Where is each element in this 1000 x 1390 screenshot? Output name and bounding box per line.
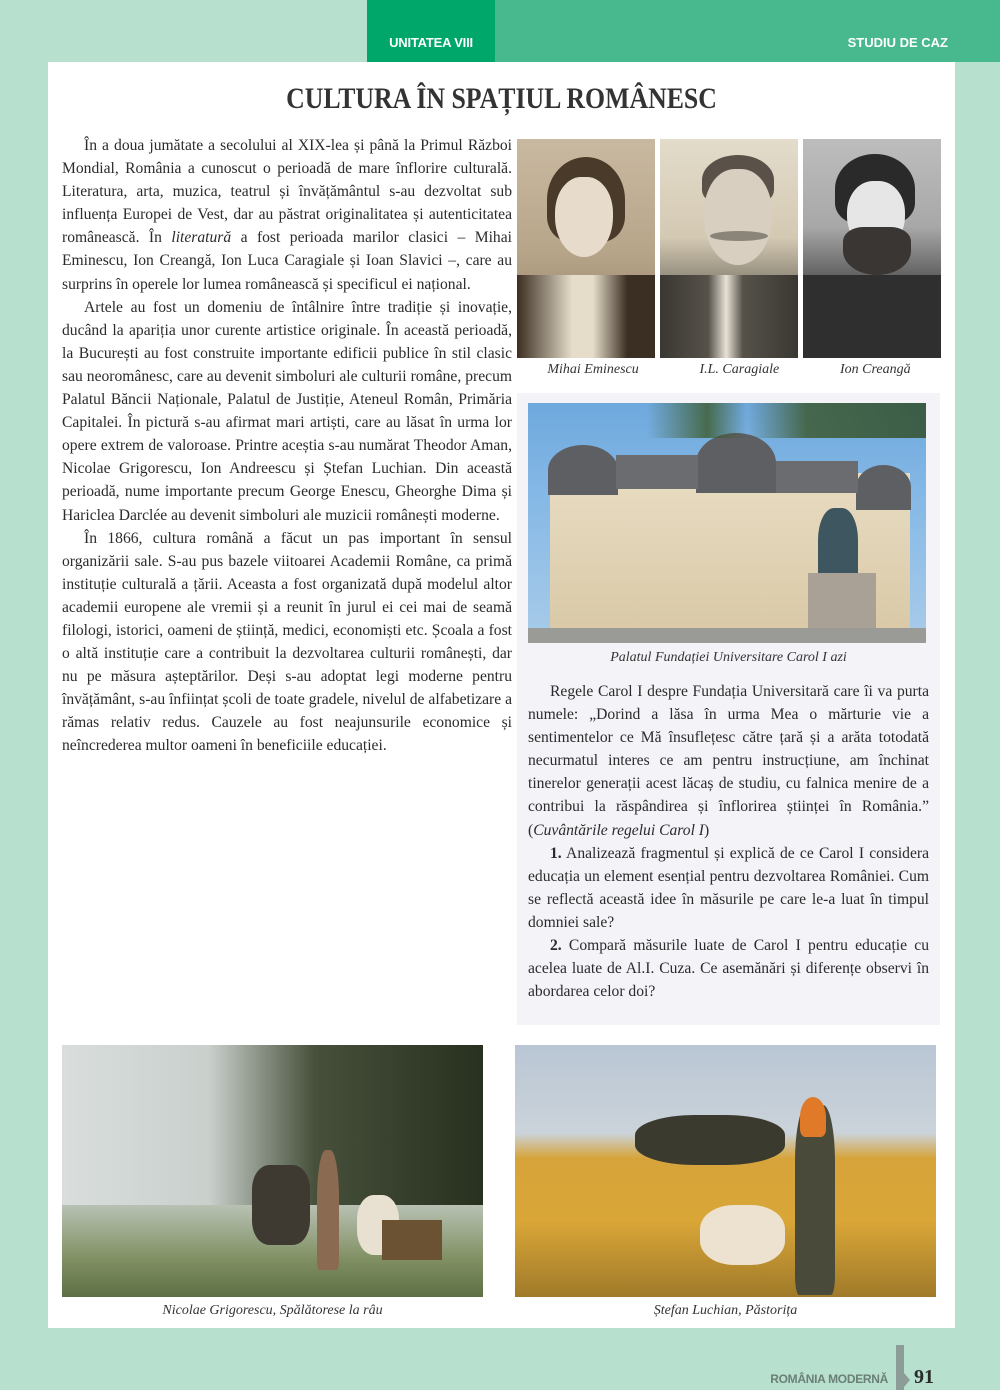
portrait-eminescu-image (517, 139, 655, 358)
footer-divider (896, 1345, 904, 1390)
portrait-caption: Ion Creangă (839, 362, 911, 377)
arrow-right-icon (904, 1373, 910, 1387)
main-text (62, 134, 512, 758)
question-1 (528, 842, 929, 934)
page-number: 91 (914, 1366, 934, 1388)
paragraph-arts: Artele au fost un domeniu de întâlnire între tradiție și inovație, ducând la apariția unor curente artistice originale. În această perioadă, la București au fost construite importante edificii publice în stil clasic sau neoromânesc, care au devenit simboluri ale culturii române, precum Palatul Băncii Naționale, Palatul de Justiție, Ateneul Român, Primăria Capitalei. În pictură s-au afirmat mari artiști, care au lăsat în urma lor opere extrem de valoroase. Printre aceștia s-au numărat Theodor Aman, Nicolae Grigorescu, Ion Andreescu și Ștefan Luchian. Din această perioadă, nume importante precum George Enescu, Gheorghe Dima și Hariclea Darclée au devenit simboluri ale muzicii românești moderne. (62, 298, 512, 524)
photo-caption: Palatul Fundației Universitare Carol I azi (610, 650, 847, 665)
university-palace-photo (528, 403, 926, 643)
section-label: STUDIU DE CAZ (847, 35, 948, 50)
quote-text: Regele Carol I despre Fundația Universitară care îi va purta numele: „Dorind a lăsa în urma Mea o mărturie vie a sentimentelor ce Mă însuflețesc către țară și a arăta totodată necurmatul interes ce am pentru instrucțiune, am închinat tinerelor generații acest lăcaș de studiu, cu falnica menire de a contribui la răspândirea și înflorirea științei în România.” ( (528, 683, 929, 839)
question-2 (528, 934, 929, 1003)
portrait-caption: I.L. Caragiale (699, 362, 780, 377)
paragraph-literature (62, 134, 512, 296)
question-number: 2. (550, 937, 562, 955)
section-header-bar (495, 0, 1000, 62)
portrait-caragiale-image (660, 139, 798, 358)
question-text: Analizează fragmentul și explică de ce Carol I considera educația un element esențial pentru dezvoltarea României. Cum se reflectă această idee în măsurile pe care le-a luat în timpul domniei sale? (528, 844, 929, 931)
footer-section-label: ROMÂNIA MODERNĂ (770, 1372, 888, 1386)
paragraph-text: În a doua jumătate a secolului al XIX-lea și până la Primul Război Mondial, România a cunoscut o perioadă de mare înflorire culturală. Literatura, arta, muzica, teatrul și învățământul s-au dezvoltat sub influența Europei de Vest, dar au păstrat originalitatea și autenticitatea românească. În (62, 137, 512, 247)
header-left-band (0, 0, 367, 62)
portrait-creanga-image (803, 139, 941, 358)
emphasis-literature: literatură (171, 229, 232, 247)
source-text (528, 680, 929, 1003)
portrait-captions (517, 362, 941, 378)
question-number: 1. (550, 844, 562, 862)
painting-luchian-image (515, 1045, 936, 1297)
quote-source: Cuvântările regelui Carol I (533, 821, 704, 839)
portrait-gallery (517, 139, 941, 358)
portrait-caption: Mihai Eminescu (547, 362, 639, 377)
unit-tab (367, 0, 495, 62)
quote-close: ) (704, 821, 710, 839)
paragraph-academy: În 1866, cultura română a făcut un pas important în sensul organizării sale. S-au pus bazele viitoarei Academii Române, ca primă instituție culturală a țării. Aceasta a fost organizată după modelul altor academii europene ale vremii și a reunit în jurul ei cei mai de seamă filologi, istorici, oameni de știință, medici, economiști etc. Școala a fost o altă instituție care a contribuit la dezvoltarea culturii românești, dar nu pe măsura așteptărilor. Deși s-au adoptat legi moderne pentru învățământ, s-au înființat școli de toate gradele, nivelul de alfabetizare a rămas relativ redus. Cauzele au fost neajunsurile economice și neîncrederea multor oameni în beneficiile educației. (62, 529, 512, 755)
painting-grigorescu-image (62, 1045, 483, 1297)
painting-caption: Ștefan Luchian, Păstorița (653, 1303, 798, 1318)
question-text: Compară măsurile luate de Carol I pentru educație cu acelea luate de Al.I. Cuza. Ce asemănări și diferențe observi în abordarea celor doi? (528, 937, 929, 1001)
paragraph-text: a fost perioada marilor clasici – Mihai Eminescu, Ion Creangă, Ion Luca Caragiale și Ioan Slavici –, care au surprins în operele lor lumea românească și specificul ei național. (62, 229, 512, 293)
unit-label: UNITATEA VIII (389, 35, 473, 50)
page-title: CULTURA ÎN SPAȚIUL ROMÂNESC (286, 82, 717, 115)
painting-caption: Nicolae Grigorescu, Spălătorese la râu (162, 1303, 383, 1318)
quote-paragraph (528, 680, 929, 842)
